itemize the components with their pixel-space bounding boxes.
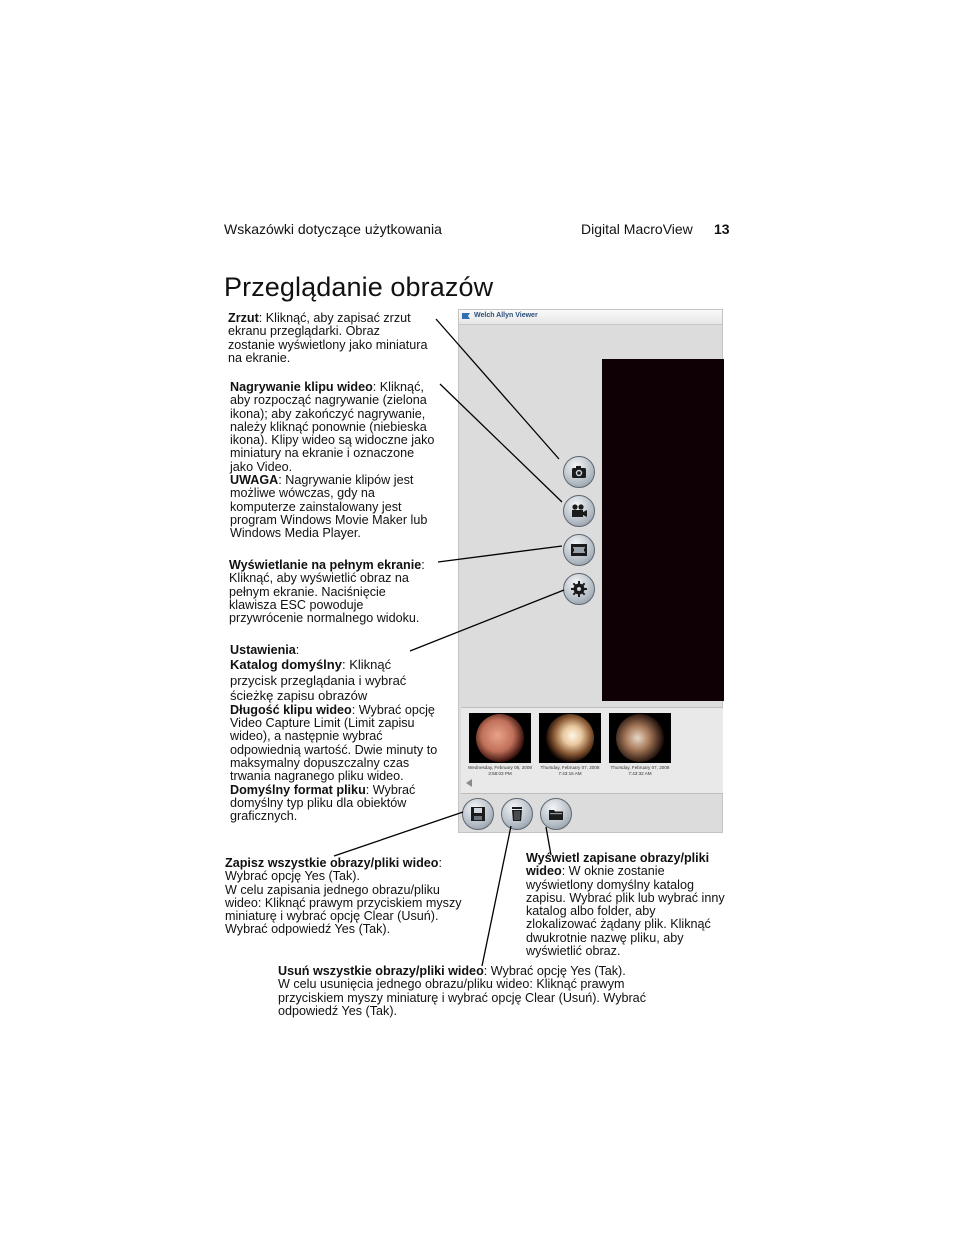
viewer-title: Welch Allyn Viewer — [474, 312, 538, 319]
thumbnail-time: 7:43:32 AM — [628, 771, 652, 776]
thumbnail-time: 7:43:15 AM — [558, 771, 582, 776]
note-settings: Ustawienia: Katalog domyślny: Kliknąć przycisk przeglądania i wybrać ścieżkę zapisu obrazów Długość klipu wideo: Wybrać opcję Video Capture Limit (Limit zapisu wideo), a następnie wybrać odpowiednią wartość. Dwie minuty to maksymalny dopuszczalny czas trwania nagranego pliku wideo. Domyślny format pliku: Wybrać domyślny typ pliku dla obiektów graficznych. — [230, 643, 438, 824]
running-header-left: Wskazówki dotyczące użytkowania — [224, 221, 442, 237]
callout-line-save-all — [334, 812, 463, 856]
callout-line-capture — [436, 319, 559, 459]
note-delete-all: Usuń wszystkie obrazy/pliki wideo: Wybrać opcję Yes (Tak). W celu usunięcia jednego obrazu/pliku wideo: Kliknąć prawym przyciskiem myszy miniaturę i wybrać opcję Clear (Usuń). Wybrać odpowiedź Yes (Tak). — [278, 964, 646, 1018]
thumbnail-date: Thursday, February 07, 2008 — [540, 765, 600, 770]
callout-line-delete-all — [482, 826, 511, 966]
note-open-saved: Wyświetl zapisane obrazy/pliki wideo: W oknie zostanie wyświetlony domyślny katalog zapisu. Wybrać plik lub wybrać inny katalog albo folder, aby zlokalizować żądany plik. Kliknąć dwukrotnie nazwę pliku, aby wyświetlić obraz. — [526, 851, 725, 959]
thumbnail-date: Wednesday, February 06, 2008 — [468, 765, 532, 770]
note-record: Nagrywanie klipu wideo: Kliknąć, aby rozpocząć nagrywanie (zielona ikona); aby zakończyć nagrywanie, należy kliknąć ponownie (niebieska ikona). Klipy wideo są widoczne jako miniatury na ekranie i oznaczone jako Video. UWAGA: Nagrywanie klipów jest możliwe wówczas, gdy na komputerze zainstalowany jest program Windows Movie Maker lub Windows Media Player. — [230, 380, 435, 541]
page-title: Przeglądanie obrazów — [224, 272, 494, 302]
callout-line-fullscreen — [438, 546, 562, 562]
callout-line-settings — [410, 590, 564, 651]
note-save-all: Zapisz wszystkie obrazy/pliki wideo: Wybrać opcję Yes (Tak). W celu zapisania jednego obrazu/pliku wideo: Kliknąć prawym przyciskiem myszy miniaturę i wybrać opcję Clear (Usuń). Wybrać odpowiedź Yes (Tak). — [225, 856, 462, 937]
thumbnail-time: 3:58:03 PM — [488, 771, 512, 776]
callout-line-open-saved — [546, 827, 551, 855]
callout-line-record — [440, 384, 562, 502]
page-number: 13 — [714, 221, 730, 237]
note-fullscreen: Wyświetlanie na pełnym ekranie: Kliknąć, aby wyświetlić obraz na pełnym ekranie. Naciśnięcie klawisza ESC powoduje przywrócenie normalnego widoku. — [229, 558, 425, 626]
thumbnail-date: Thursday, February 07, 2008 — [610, 765, 670, 770]
running-header-right: Digital MacroView — [581, 221, 693, 237]
note-capture: Zrzut: Kliknąć, aby zapisać zrzut ekranu przeglądarki. Obraz zostanie wyświetlony jako miniatura na ekranie. — [228, 311, 428, 365]
